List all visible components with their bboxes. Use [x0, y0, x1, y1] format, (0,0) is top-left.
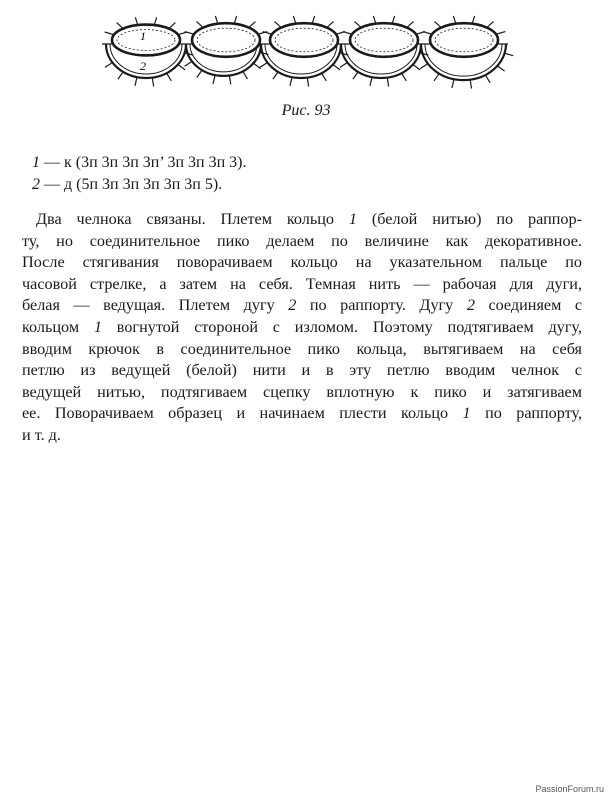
picot-tick: [340, 63, 348, 68]
paragraph-line: петлю из ведущей (белой) нити и в эту петлю вводим челнок с: [22, 361, 582, 380]
picot-tick: [497, 66, 504, 71]
picot-tick: [167, 73, 172, 81]
instruction-paragraph: [22, 209, 582, 447]
picot-tick: [370, 77, 372, 86]
paragraph-line: часовой стрелке, а затем на себя. Темная нить — рабочая для дуги,: [22, 274, 582, 293]
paragraph-line: белая — ведущая. Плетем дугу 2 по раппорту. Дугу 2 соединяем с: [22, 296, 583, 315]
picot-tick: [435, 22, 442, 28]
formula-2: 2 — д (5п 3п 3п 3п 3п 3п 5).: [32, 176, 223, 193]
picot-tick: [420, 64, 428, 69]
picot-tick: [253, 63, 260, 68]
figure-caption: Рис. 93: [281, 102, 331, 119]
picot-tick: [387, 78, 388, 87]
picot-tick: [105, 63, 113, 68]
paragraph-line: ведущей нитью, подтягиваем сцепку вплотную к пико и затягиваем: [22, 382, 582, 401]
picot-tick: [213, 75, 215, 84]
picot-tick: [327, 22, 334, 28]
picot-tick: [353, 72, 358, 79]
picot-tick: [487, 22, 494, 28]
picot-tick: [470, 80, 471, 89]
picot-tick: [407, 22, 414, 28]
tatting-diagram-svg: [96, 8, 516, 103]
picot-tick: [496, 32, 505, 35]
formula-1: 1 — к (3п 3п 3п 3п’ 3п 3п 3п 3).: [32, 154, 247, 171]
picot-tick: [229, 75, 230, 84]
paragraph-line: Два челнока связаны. Плетем кольцо 1 (белой нитью) по раппор-: [36, 210, 582, 228]
picot-tick: [322, 73, 327, 81]
ring-label: 1: [140, 29, 146, 43]
picot-tick: [355, 22, 362, 28]
picot-tick: [485, 75, 490, 83]
picot-tick: [434, 74, 439, 81]
picot-tick: [423, 32, 432, 35]
picot-tick: [333, 64, 340, 69]
paragraph-line: ее. Поворачиваем образец и начинаем плести кольцо 1 по раппорту,: [22, 404, 582, 423]
picot-tick: [307, 78, 308, 87]
picot-tick: [197, 70, 202, 77]
picot-tick: [169, 23, 176, 29]
paragraph-line: ту, но соединительное пико делаем по величине как декоративное.: [22, 231, 582, 250]
picot-tick: [413, 64, 420, 69]
picot-tick: [243, 71, 248, 79]
picot-tick: [118, 72, 123, 79]
picot-tick: [260, 63, 268, 68]
tatting-diagram: [96, 8, 516, 103]
picot-tick: [178, 64, 185, 69]
picot-tick: [290, 77, 292, 86]
picot-tick: [452, 79, 454, 88]
picot-tick: [273, 72, 278, 79]
picot-tick: [275, 22, 282, 28]
paragraph-line: и т. д.: [22, 425, 61, 444]
picot-tick: [152, 78, 153, 87]
arc-label: 2: [140, 59, 146, 73]
watermark: PassionForum.ru: [535, 784, 604, 794]
paragraph-line: кольцом 1 вогнутой стороной с изломом. Поэтому подтягиваем дугу,: [22, 317, 583, 336]
picot-tick: [105, 32, 114, 35]
formulas: [32, 152, 247, 196]
picot-tick: [249, 22, 256, 28]
picot-tick: [135, 77, 137, 86]
picot-tick: [117, 23, 124, 29]
picot-tick: [197, 22, 204, 28]
picot-tick: [505, 53, 514, 55]
paragraph-line: вводим крючок в соединительное пико кольца, вытягиваем на себя: [22, 339, 582, 358]
picot-tick: [402, 73, 407, 81]
picot-tick: [343, 32, 352, 35]
picot-tick: [185, 61, 193, 66]
paragraph-line: После стягивания поворачиваем кольцо на указательном пальце по: [22, 253, 582, 272]
